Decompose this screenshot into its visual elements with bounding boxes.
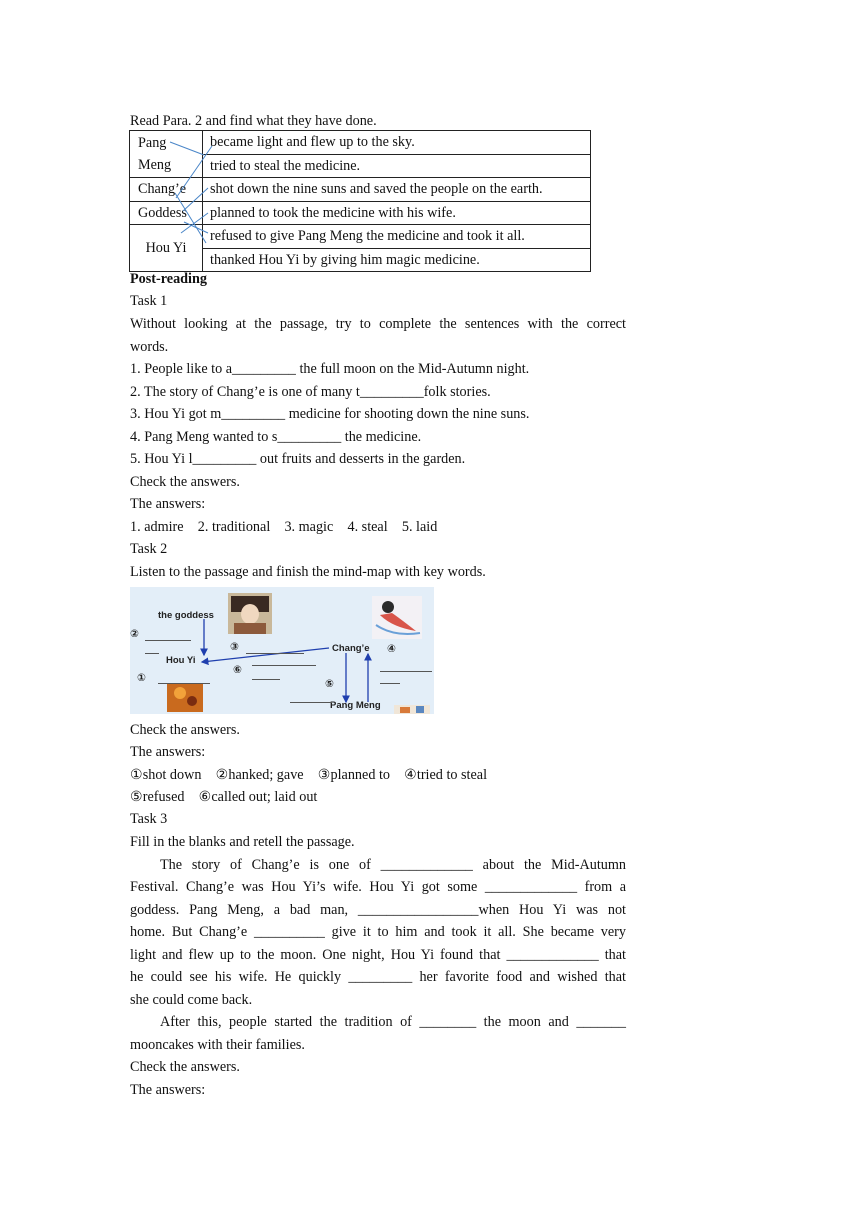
hou-yi-picture: [167, 683, 203, 712]
mind-map: [130, 587, 434, 714]
task1-check: Check the answers.: [130, 474, 240, 490]
match-line: [176, 146, 212, 198]
number-1: ①: [137, 672, 146, 684]
post-reading-heading: Post-reading: [130, 271, 207, 287]
blank-1: [158, 683, 210, 684]
blank-3: [246, 653, 304, 654]
number-2: ②: [130, 628, 139, 640]
character-change: Chang’e: [130, 178, 203, 202]
number-5: ⑤: [325, 678, 334, 690]
task3-p1-line5: light and flew up to the moon. One night, Hou Yi found that _____________ that: [130, 947, 626, 963]
label-the-goddess: the goddess: [158, 610, 214, 621]
blank-6: [252, 665, 316, 666]
task3-answers-label: The answers:: [130, 1082, 206, 1098]
task3-p1-line4: home. But Chang’e __________ give it to him and took it all. She became very: [130, 924, 626, 940]
task3-p1-line2: Festival. Chang’e was Hou Yi’s wife. Hou Yi got some _____________ from a: [130, 879, 626, 895]
task1-item-3: 3. Hou Yi got m_________ medicine for shooting down the nine suns.: [130, 406, 530, 422]
label-hou-yi: Hou Yi: [166, 655, 196, 666]
label-change: Chang’e: [332, 643, 370, 654]
blank-2: [145, 640, 191, 641]
task1-answers: 1. admire 2. traditional 3. magic 4. steal 5. laid: [130, 519, 438, 535]
task2-instruction: Listen to the passage and finish the mind-map with key words.: [130, 564, 486, 580]
task3-p2-line2: mooncakes with their families.: [130, 1037, 305, 1053]
character-goddess: Goddess: [130, 201, 203, 225]
task2-answers-line1: ①shot down ②hanked; gave ③planned to ④tried to steal: [130, 767, 488, 783]
arrow-change-to-hou-yi: [202, 648, 329, 662]
task3-title: Task 3: [130, 811, 168, 827]
task2-check: Check the answers.: [130, 722, 240, 738]
task3-p1-line7: she could come back.: [130, 992, 253, 1008]
table-intro: Read Para. 2 and find what they have done.: [130, 113, 377, 129]
task1-item-1: 1. People like to a_________ the full moon on the Mid-Autumn night.: [130, 361, 530, 377]
task3-p1-line3: goddess. Pang Meng, a bad man, _________________when Hou Yi was not: [130, 902, 626, 918]
blank-4-cont: [380, 683, 400, 684]
task1-item-2: 2. The story of Chang’e is one of many t_________folk stories.: [130, 384, 491, 400]
task1-item-4: 4. Pang Meng wanted to s_________ the medicine.: [130, 429, 422, 445]
number-3: ③: [230, 641, 239, 653]
action-3: shot down the nine suns and saved the people on the earth.: [203, 178, 591, 202]
pang-meng-picture: [394, 705, 430, 714]
match-line: [183, 188, 208, 211]
task1-answers-label: The answers:: [130, 496, 206, 512]
task1-instruction: Without looking at the passage, try to complete the sentences with the correct: [130, 316, 626, 332]
matching-lines: [0, 0, 860, 300]
action-1: became light and flew up to the sky.: [203, 131, 591, 155]
task3-p1-line1: The story of Chang’e is one of _____________ about the Mid-Autumn: [160, 857, 626, 873]
task1-title: Task 1: [130, 293, 168, 309]
character-meng: Meng: [138, 157, 172, 173]
action-4: planned to took the medicine with his wife.: [203, 201, 591, 225]
number-4: ④: [387, 643, 396, 655]
number-6: ⑥: [233, 664, 242, 676]
change-picture: [372, 596, 422, 639]
task3-instruction: Fill in the blanks and retell the passage.: [130, 834, 355, 850]
match-line: [170, 142, 204, 155]
action-2: tried to steal the medicine.: [203, 154, 591, 178]
label-pang-meng: Pang Meng: [330, 700, 381, 711]
task1-instruction-cont: words.: [130, 339, 169, 355]
task1-item-5: 5. Hou Yi l_________ out fruits and desserts in the garden.: [130, 451, 466, 467]
task3-p1-line6: he could see his wife. He quickly _________ her favorite food and wished that: [130, 969, 626, 985]
blank-6-cont: [252, 679, 280, 680]
character-hou-yi: Hou Yi: [130, 225, 203, 272]
task2-answers-line2: ⑤refused ⑥called out; laid out: [130, 789, 318, 805]
goddess-picture: [228, 593, 272, 634]
task3-p2-line1: After this, people started the tradition of ________ the moon and _______: [160, 1014, 626, 1030]
task3-check: Check the answers.: [130, 1059, 240, 1075]
blank-2-cont: [145, 653, 159, 654]
character-pang: Pang: [138, 134, 167, 151]
task2-title: Task 2: [130, 541, 168, 557]
action-5: refused to give Pang Meng the medicine and took it all.: [203, 225, 591, 249]
blank-5: [290, 702, 332, 703]
task2-answers-label: The answers:: [130, 744, 206, 760]
blank-4: [380, 671, 432, 672]
action-6: thanked Hou Yi by giving him magic medicine.: [203, 248, 591, 272]
